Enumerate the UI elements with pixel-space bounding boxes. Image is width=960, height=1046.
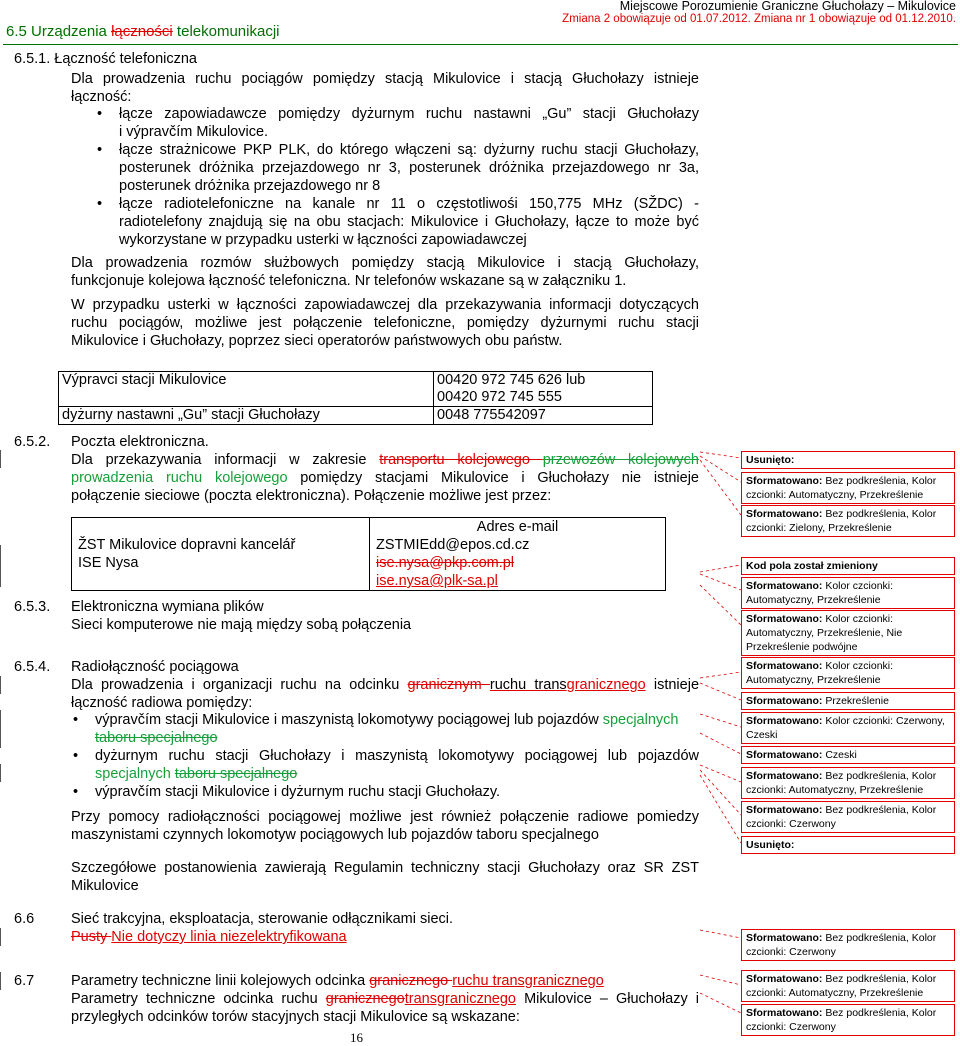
- balloon-text: Bez podkreślenia, Kolor czcionki: Czerwony: [746, 804, 937, 830]
- heading-654-number: 6.5.4.: [14, 659, 51, 675]
- revision-balloon[interactable]: [741, 577, 955, 609]
- text-run: pomiędzy stacjami Mikulovice i Głuchołazy nie istnieje: [287, 470, 699, 486]
- deleted-text: transportu kolejowego: [379, 452, 543, 468]
- table-cell-label: Výpravci stacji Mikulovice: [59, 372, 434, 407]
- heading-67-number: 6.7: [14, 973, 35, 989]
- inserted-text: granicznego: [566, 677, 646, 693]
- balloon-text: Bez podkreślenia, Kolor czcionki: Automatyczny, Przekreślenie: [746, 770, 937, 796]
- heading-66-title: Sieć trakcyjna, eksploatacja, sterowanie odłącznikami sieci.: [71, 911, 454, 927]
- paragraph-654-regulamin-line1: Szczegółowe postanowienia zawierają Regulamin techniczny stacji Głuchołazy oraz SR ZST: [71, 860, 699, 876]
- deleted-text: granicznym: [407, 677, 490, 693]
- heading-654-title: Radiołączność pociągowa: [71, 659, 239, 675]
- balloon-label: Usunięto:: [746, 454, 795, 466]
- bullet-line-straznicowe: • łącze strażnicowe PKP PLK, do którego włączeni są: dyżurny ruchu stacji Głuchołazy,: [119, 141, 699, 159]
- email-link-deleted[interactable]: ise.nysa@pkp.com.pl: [376, 555, 515, 571]
- balloon-text: Kolor czcionki: Automatyczny, Przekreślenie: [746, 580, 894, 606]
- text-run: Parametry techniczne linii kolejowych odcinka: [71, 973, 370, 989]
- balloon-label: Sformatowano:: [746, 475, 823, 487]
- text-run: istnieje: [645, 677, 700, 693]
- table-cell-name: ISE Nysa: [72, 554, 370, 591]
- balloon-text: Bez podkreślenia, Kolor czcionki: Automatyczny, Przekreślenie: [746, 475, 937, 501]
- balloon-label: Sformatowano:: [746, 932, 823, 944]
- heading-652-number: 6.5.2.: [14, 434, 51, 450]
- inserted-text: specjalnych: [95, 766, 175, 782]
- paragraph-651-intro-line1: Dla prowadzenia ruchu pociągów pomiędzy stacją Mikulovice i stacją Głuchołazy istnieje: [71, 71, 699, 87]
- email-table-header: Adres e-mail: [370, 518, 666, 537]
- text-run: Parametry techniczne odcinka ruchu: [71, 991, 326, 1007]
- paragraph-651-rozmowy-line2: funkcjonuje kolejowa łączność telefoniczna. Nr telefonów wskazane są w załączniku 1.: [71, 273, 627, 289]
- table-cell-label: dyżurny nastawni „Gu” stacji Głuchołazy: [59, 407, 434, 425]
- balloon-label: Sformatowano:: [746, 508, 823, 520]
- balloon-text: Kolor czcionki: Automatyczny, Przekreślenie, Nie Przekreślenie podwójne: [746, 613, 903, 653]
- revision-balloon[interactable]: [741, 970, 955, 1002]
- email-link[interactable]: ise.nysa@plk-sa.pl: [376, 573, 498, 589]
- paragraph-654-radio-line1: Przy pomocy radiołączności pociągowej możliwe jest również połączenie radiowe pomiedzy: [71, 809, 699, 825]
- revision-balloon[interactable]: [741, 692, 955, 710]
- heading-653-number: 6.5.3.: [14, 599, 51, 615]
- section-header-prefix: 6.5 Urządzenia: [6, 23, 112, 40]
- paragraph-651-usterka-line3: Mikulovice i Głuchołazy, poprzez sieci operatorów państwowych obu państw.: [71, 333, 563, 349]
- text-run: výpravčím stacji Mikulovice i maszynistą lokomotywy pociągowej lub pojazdów: [95, 712, 603, 728]
- balloon-text: Bez podkreślenia, Kolor czcionki: Czerwony: [746, 932, 937, 958]
- balloon-text: Kolor czcionki: Automatyczny, Przekreślenie: [746, 660, 894, 686]
- balloon-label: Sformatowano:: [746, 613, 823, 625]
- text-run: Mikulovice – Głuchołazy i: [516, 991, 699, 1007]
- inserted-text: transgranicznego: [404, 991, 516, 1007]
- balloon-label: Sformatowano:: [746, 715, 823, 727]
- revision-balloon[interactable]: [741, 836, 955, 854]
- deleted-text: granicznego: [369, 973, 453, 989]
- heading-66-number: 6.6: [14, 911, 35, 927]
- revision-balloon[interactable]: [741, 472, 955, 504]
- revision-balloon[interactable]: [741, 610, 955, 656]
- revision-balloon[interactable]: [741, 767, 955, 799]
- paragraph-651-rozmowy-line1: Dla prowadzenia rozmów służbowych pomiędzy stacją Mikulovice i stacją Głuchołazy,: [71, 255, 699, 271]
- paragraph-651-usterka-line1: W przypadku usterki w łączności zapowiadawczej dla przekazywania informacji dotyczących: [71, 297, 699, 313]
- inserted-text: prowadzenia ruchu kolejowego: [71, 470, 288, 486]
- balloon-label: Sformatowano:: [746, 695, 823, 707]
- phone-number: 00420 972 745 626 lub: [437, 372, 586, 388]
- balloon-label: Sformatowano:: [746, 1007, 823, 1019]
- revision-balloon[interactable]: [741, 929, 955, 961]
- balloon-label: Usunięto:: [746, 839, 795, 851]
- paragraph-654-radio-line2: maszynistami czynnych lokomotyw pociągowych lub pojazdów taboru specjalnego: [71, 827, 599, 843]
- balloon-label: Sformatowano:: [746, 804, 823, 816]
- balloon-label: Sformatowano:: [746, 580, 823, 592]
- bullet-line-vypravci-dyzurny: • výpravčím stacji Mikulovice i dyżurnym ruchu stacji Głuchołazy.: [95, 783, 500, 801]
- bullet-line-dyzurny-maszynista: • dyżurnym ruchu stacji Głuchołazy i maszynistą lokomotywy pociągowej lub pojazdów: [95, 747, 699, 765]
- table-cell-name: ŽST Mikulovice dopravni kancelář: [72, 536, 370, 554]
- bullet-line-straznicowe-cont2: posterunek dróżnika przejazdowego nr 8: [119, 178, 381, 194]
- text-run: Dla prowadzenia i organizacji ruchu na odcinku: [71, 677, 408, 693]
- revision-balloon[interactable]: [741, 1004, 955, 1036]
- document-amendment: Zmiana 2 obowiązuje od 01.07.2012. Zmiana nr 1 obowiązuje od 01.12.2010.: [562, 13, 956, 25]
- paragraph-654-regulamin-line2: Mikulovice: [71, 878, 139, 894]
- paragraph-652-line3: połączenie sieciowe (poczta elektroniczna). Połączenie możliwe jest przez:: [71, 488, 552, 504]
- deleted-text: przewozów kolejowych: [542, 452, 699, 468]
- bullet-line-radiotelefoniczne: • łącze radiotelefoniczne na kanale nr 11 o częstotliwośi 150,775 MHz (SŽDC) -: [119, 195, 699, 213]
- revision-balloon[interactable]: [741, 557, 955, 575]
- balloon-label: Kod pola został zmieniony: [746, 560, 878, 572]
- revision-balloon[interactable]: [741, 505, 955, 537]
- balloon-label: Sformatowano:: [746, 973, 823, 985]
- balloon-label: Sformatowano:: [746, 749, 823, 761]
- paragraph-651-intro-line2: łączność:: [71, 89, 132, 105]
- inserted-text: specjalnych: [602, 712, 679, 728]
- deleted-text: granicznego: [325, 991, 405, 1007]
- text-run: ruchu trans: [489, 677, 567, 693]
- table-cell-value: 0048 775542097: [434, 407, 653, 425]
- paragraph-651-usterka-line2: ruchu pociągów, możliwe jest połączenie telefoniczne, pomiędzy dyżurnymi ruchu stacji: [71, 315, 699, 331]
- section-header-deleted: łączności: [111, 23, 173, 40]
- revision-balloon[interactable]: [741, 712, 955, 744]
- paragraph-653: Sieci komputerowe nie mają między sobą połączenia: [71, 617, 412, 633]
- text-run: Dla przekazywania informacji w zakresie: [71, 452, 380, 468]
- balloon-text: Przekreślenie: [822, 695, 889, 707]
- bullet-line-radiotelefoniczne-cont2: wykorzystane w przypadku usterki w łączności zapowiadawczej: [119, 232, 527, 248]
- deleted-text: Pusty: [71, 929, 112, 945]
- bullet-line-radiotelefoniczne-cont1: radiotelefony znajdują się na obu stacjach: Mikulovice i Głuchołazy, łącze to może być: [119, 214, 699, 230]
- table-cell-email: ZSTMIEdd@epos.cd.cz: [370, 536, 666, 554]
- inserted-text: ruchu transgranicznego: [452, 973, 604, 989]
- heading-653-title: Elektroniczna wymiana plików: [71, 599, 264, 615]
- revision-balloon[interactable]: [741, 801, 955, 833]
- deleted-text: taboru specjalnego: [95, 730, 218, 746]
- bullet-line-straznicowe-cont1: posterunek dróżnika przejazdowego nr 3, posterunek dróżnika przejazdowego nr 3a,: [119, 160, 699, 176]
- balloon-text: Bez podkreślenia, Kolor czcionki: Zielony, Przekreślenie: [746, 508, 937, 534]
- revision-balloon[interactable]: [741, 746, 955, 764]
- revision-balloon[interactable]: [741, 657, 955, 689]
- heading-651: 6.5.1. Łączność telefoniczna: [14, 51, 197, 67]
- paragraph-67-line3: przyległych odcinków torów stacyjnych stacji Mikulovice są wskazane:: [71, 1009, 520, 1025]
- bullet-line-zapowiadawcze: • łącze zapowiadawcze pomiędzy dyżurnym ruchu nastawni „Gu” stacji Głuchołazy: [119, 105, 699, 123]
- deleted-text: taboru specjalnego: [174, 766, 298, 782]
- paragraph-654-line2: łączność radiowa pomiędzy:: [71, 695, 253, 711]
- revision-balloon[interactable]: [741, 451, 955, 469]
- page-number: 16: [350, 1030, 363, 1045]
- heading-652-title: Poczta elektroniczna.: [71, 434, 209, 450]
- balloon-label: Sformatowano:: [746, 660, 823, 672]
- balloon-text: Kolor czcionki: Czerwony, Czeski: [746, 715, 945, 741]
- balloon-text: Bez podkreślenia, Kolor czcionki: Czerwony: [746, 1007, 937, 1033]
- phone-number: 00420 972 745 555: [437, 389, 562, 405]
- document-title: Miejscowe Porozumienie Graniczne Głuchołazy – Mikulovice: [619, 0, 956, 13]
- section-header-suffix: telekomunikacji: [172, 23, 280, 40]
- bullet-line-zapowiadawcze-cont: i výpravčím Mikulovice.: [119, 124, 269, 140]
- balloon-label: Sformatowano:: [746, 770, 823, 782]
- inserted-text: Nie dotyczy linia niezelektryfikowana: [111, 929, 347, 945]
- balloon-text: Czeski: [822, 749, 857, 761]
- balloon-text: Bez podkreślenia, Kolor czcionki: Automatyczny, Przekreślenie: [746, 973, 937, 999]
